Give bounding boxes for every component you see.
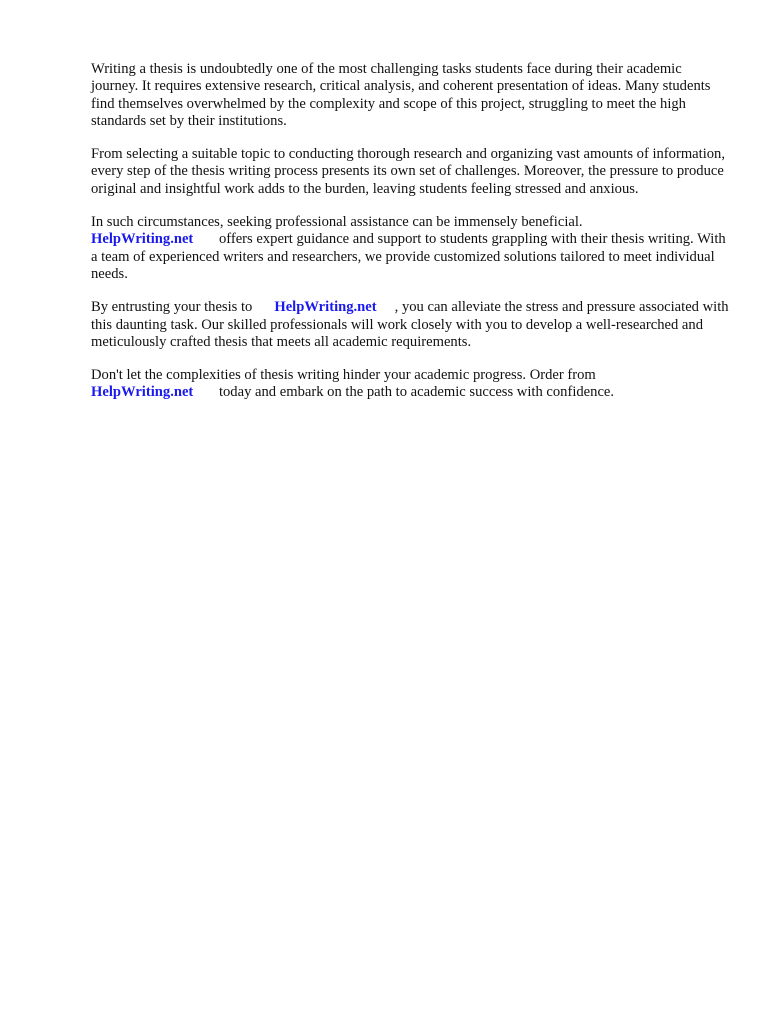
paragraph-2-text: From selecting a suitable topic to conducting thorough research and organizing vast amounts of information, every step of the thesis writing process presents its own set of challenges. Moreover, the pressure to produce original and insightful work adds to the burden, leaving students feeling stressed and anxious.: [91, 146, 726, 197]
paragraph-1: [91, 61, 731, 130]
paragraph-5-text-before: Don't let the complexities of thesis writing hinder your academic progress. Order from: [91, 367, 596, 384]
paragraph-5-text-after: today and embark on the path to academic success with confidence.: [218, 384, 615, 401]
paragraph-2: [91, 146, 731, 198]
paragraph-1-text: Writing a thesis is undoubtedly one of the most challenging tasks students face during their academic journey. It requires extensive research, critical analysis, and coherent presentation of ideas. Many students find themselves overwhelmed by the complexity and scope of this project, struggling to meet the high standards set by their institutions.: [91, 61, 711, 129]
paragraph-4-text-before: By entrusting your thesis to: [91, 299, 253, 316]
paragraph-3-text-before: In such circumstances, seeking professional assistance can be immensely beneficial.: [91, 214, 583, 231]
paragraph-4: [91, 299, 731, 351]
paragraph-5: [91, 367, 731, 402]
helpwriting-link-3[interactable]: HelpWriting.net: [91, 384, 194, 401]
helpwriting-link-1[interactable]: HelpWriting.net: [91, 231, 194, 248]
document-body: [91, 61, 731, 418]
paragraph-3-text-after: offers expert guidance and support to students grappling with their thesis writing. With a team of experienced writers and researchers, we provide customized solutions tailored to meet individual needs.: [91, 231, 726, 282]
helpwriting-link-2[interactable]: HelpWriting.net: [274, 299, 377, 316]
paragraph-3: [91, 214, 731, 283]
paragraph-4-text-after: , you can alleviate the stress and pressure associated with this daunting task. Our skilled professionals will work closely with you to develop a well-researched and meticulously crafted thesis that meets all academic requirements.: [91, 299, 729, 350]
